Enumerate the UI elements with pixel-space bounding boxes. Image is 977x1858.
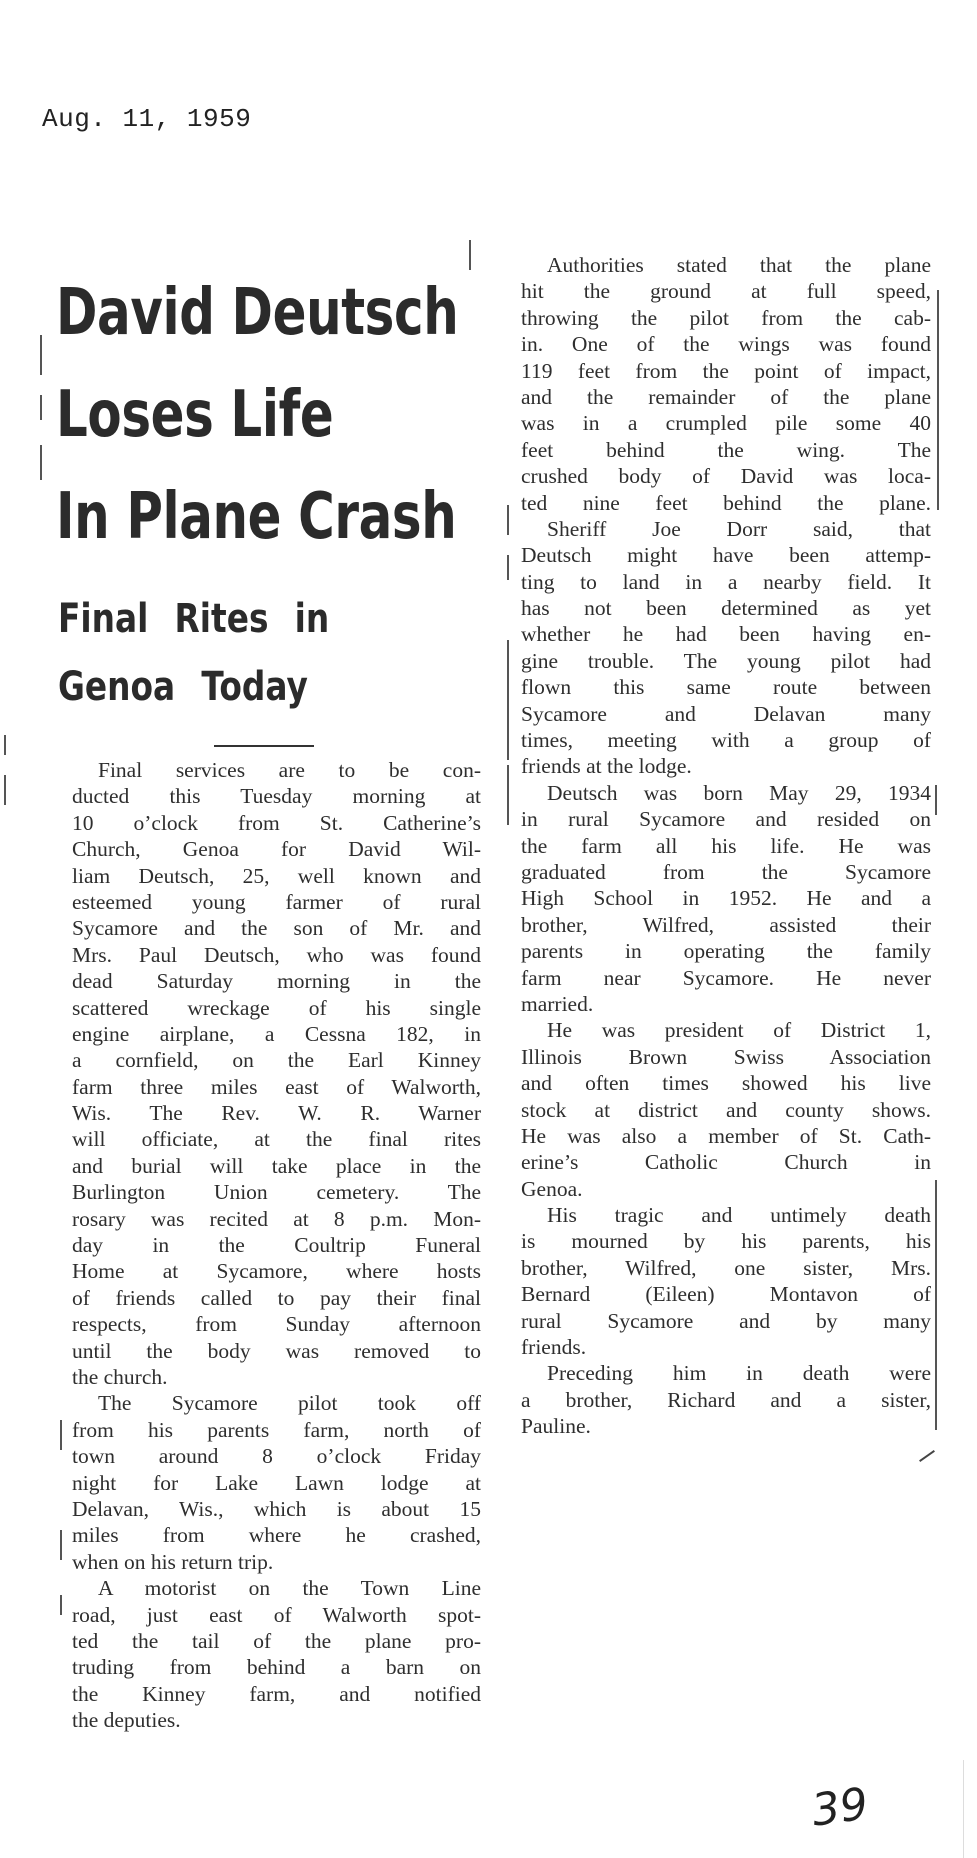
article-line: Wis. The Rev. W. R. Warner [72, 1101, 481, 1126]
article-line: Bernard (Eileen) Montavon of [521, 1282, 931, 1307]
article-line: High School in 1952. He and a [521, 886, 931, 911]
article-line: and burial will take place in the [72, 1153, 481, 1178]
clipping-edge-mark [469, 240, 471, 270]
article-line: rosary was recited at 8 p.m. Mon- [72, 1206, 481, 1231]
article-line: dead Saturday morning in the [72, 969, 481, 994]
article-line: hit the ground at full speed, [521, 279, 931, 304]
subheadline-line: Genoa Today [58, 664, 308, 710]
article-line: graduated from the Sycamore [521, 859, 931, 884]
article-line: whether he had been having en- [521, 622, 931, 647]
article-line: town around 8 o’clock Friday [72, 1444, 481, 1469]
article-line: The Sycamore pilot took off [98, 1391, 481, 1416]
article-line: throwing the pilot from the cab- [521, 305, 931, 330]
headline-line: Loses Life [56, 378, 334, 452]
article-line: respects, from Sunday afternoon [72, 1312, 481, 1337]
clipping-edge-mark [507, 505, 509, 535]
article-line: the Kinney farm, and notified [72, 1681, 481, 1706]
handwritten-page-number: 39 [808, 1778, 872, 1837]
article-line: Authorities stated that the plane [547, 253, 931, 277]
article-line: brother, Wilfred, one sister, Mrs. [521, 1255, 931, 1280]
article-line: Sycamore and Delavan many [521, 701, 931, 726]
article-line: in. One of the wings was found [521, 332, 931, 357]
article-column-right [521, 252, 931, 1440]
article-line: was in a crumpled pile some 40 [521, 411, 931, 436]
article-line: crushed body of David was loca- [521, 464, 931, 489]
article-line: times, meeting with a group of [521, 728, 931, 753]
article-line: ted the tail of the plane pro- [72, 1628, 481, 1653]
article-line: Sycamore and the son of Mr. and [72, 916, 481, 941]
article-line: a cornfield, on the Earl Kinney [72, 1048, 481, 1073]
clipping-edge-mark [60, 1595, 62, 1615]
article-line: night for Lake Lawn lodge at [72, 1470, 481, 1495]
article-line: truding from behind a barn on [72, 1655, 481, 1680]
article-line: Deutsch might have been attemp- [521, 543, 931, 568]
article-line: Illinois Brown Swiss Association [521, 1044, 931, 1069]
article-line: married. [521, 991, 594, 1016]
dateline: Aug. 11, 1959 [42, 104, 252, 134]
article-line: Sheriff Joe Dorr said, that [547, 516, 931, 541]
article-line: farm near Sycamore. He never [521, 965, 931, 990]
article-line: when on his return trip. [72, 1549, 274, 1574]
article-line: engine airplane, a Cessna 182, in [72, 1021, 481, 1046]
article-line: 10 o’clock from St. Catherine’s [72, 810, 481, 835]
clipping-edge-mark [507, 640, 509, 760]
article-line: Home at Sycamore, where hosts [72, 1259, 481, 1284]
article-line: gine trouble. The young pilot had [521, 648, 931, 673]
article-line: Delavan, Wis., which is about 15 [72, 1496, 481, 1521]
article-line: friends at the lodge. [521, 754, 692, 779]
article-line: 119 feet from the point of impact, [521, 358, 931, 383]
clipping-edge-mark [935, 1180, 937, 1430]
article-line: liam Deutsch, 25, well known and [72, 863, 481, 888]
article-line: will officiate, at the final rites [72, 1127, 481, 1152]
article-line: erine’s Catholic Church in [521, 1150, 931, 1175]
article-line: the farm all his life. He was [521, 833, 931, 858]
article-line: road, just east of Walworth spot- [72, 1602, 481, 1627]
clipping-edge-mark [507, 555, 509, 580]
clipping-edge-mark [40, 395, 42, 420]
article-line: brother, Wilfred, assisted their [521, 912, 931, 937]
article-line: and often times showed his live [521, 1071, 931, 1096]
article-line: day in the Coultrip Funeral [72, 1233, 481, 1258]
clipping-edge-mark [507, 765, 509, 825]
article-line: Preceding him in death were [547, 1361, 931, 1386]
article-line: until the body was removed to [72, 1338, 481, 1363]
headline-line: In Plane Crash [56, 480, 457, 554]
article-line: His tragic and untimely death [547, 1203, 931, 1228]
article-line: ducted this Tuesday morning at [72, 784, 481, 809]
article-line: Deutsch was born May 29, 1934 [547, 780, 931, 805]
article-line: Final services are to be con- [98, 758, 481, 782]
article-line: ted nine feet behind the plane. [521, 490, 931, 515]
article-line: feet behind the wing. The [521, 437, 931, 462]
article-line: miles from where he crashed, [72, 1523, 481, 1548]
article-line: Genoa. [521, 1176, 583, 1201]
article-line: flown this same route between [521, 675, 931, 700]
clipping-edge-mark [60, 1420, 62, 1450]
article-line: from his parents farm, north of [72, 1417, 481, 1442]
headline-line: David Deutsch [56, 276, 459, 350]
article-line: the deputies. [72, 1708, 181, 1733]
separator-rule [214, 745, 314, 747]
article-column-left [72, 757, 481, 1733]
article-line: Pauline. [521, 1414, 591, 1439]
clipping-edge-mark [40, 335, 42, 375]
article-line: ting to land in a nearby field. It [521, 569, 931, 594]
article-line: Church, Genoa for David Wil- [72, 837, 481, 862]
clipping-edge-mark [4, 775, 6, 805]
article-line: has not been determined as yet [521, 596, 931, 621]
article-line: the church. [72, 1364, 168, 1389]
article-line: Burlington Union cemetery. The [72, 1180, 481, 1205]
page-edge [963, 1760, 964, 1858]
clipping-edge-mark [60, 1530, 62, 1560]
article-line: rural Sycamore and by many [521, 1308, 931, 1333]
subheadline-line: Final Rites in [58, 596, 330, 642]
article-line: and the remainder of the plane [521, 384, 931, 409]
article-line: parents in operating the family [521, 939, 931, 964]
article-line: is mourned by his parents, his [521, 1229, 931, 1254]
article-line: scattered wreckage of his single [72, 995, 481, 1020]
article-line: Mrs. Paul Deutsch, who was found [72, 942, 481, 967]
article-line: esteemed young farmer of rural [72, 889, 481, 914]
article-line: He was president of District 1, [547, 1018, 931, 1043]
article-line: of friends called to pay their final [72, 1285, 481, 1310]
clipping-edge-mark [937, 290, 939, 510]
article-line: farm three miles east of Walworth, [72, 1074, 481, 1099]
clipping-edge-mark [935, 785, 937, 815]
article-line: stock at district and county shows. [521, 1097, 931, 1122]
article-line: A motorist on the Town Line [98, 1576, 481, 1601]
subheadline [58, 585, 435, 721]
clipping-corner-mark [919, 1450, 935, 1462]
article-line: He was also a member of St. Cath- [521, 1123, 931, 1148]
article-line: in rural Sycamore and resided on [521, 807, 931, 832]
clipping-edge-mark [40, 445, 42, 480]
headline [56, 262, 477, 568]
clipping-edge-mark [4, 735, 6, 755]
article-line: a brother, Richard and a sister, [521, 1387, 931, 1412]
article-line: friends. [521, 1335, 587, 1360]
